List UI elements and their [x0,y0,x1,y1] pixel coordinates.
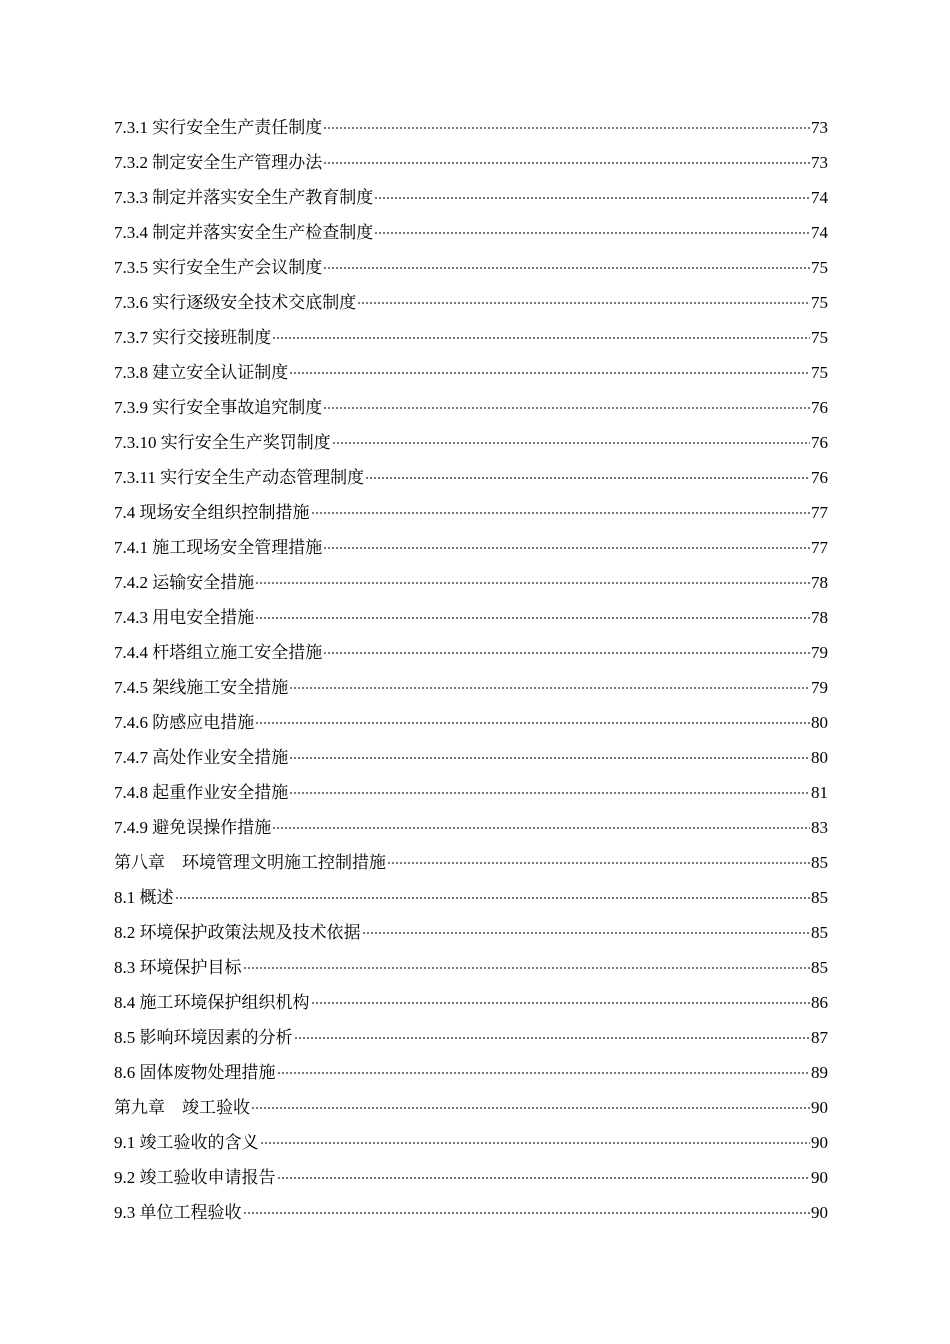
toc-entry[interactable] [114,810,828,845]
toc-entry-page-number: 85 [811,923,828,942]
toc-entry-title: 第九章 竣工验收 [114,1098,250,1117]
toc-dot-leader [272,337,810,339]
toc-entry[interactable] [114,180,828,215]
toc-dot-leader [255,582,810,584]
toc-entry[interactable] [114,320,828,355]
toc-entry-page-number: 77 [811,503,828,522]
toc-entry-title: 8.3 环境保护目标 [114,958,242,977]
toc-entry-page-number: 80 [811,748,828,767]
toc-dot-leader [357,302,810,304]
toc-entry-title: 7.4.6 防感应电措施 [114,713,255,732]
toc-entry-page-number: 81 [811,783,828,802]
toc-entry-title: 7.4.3 用电安全措施 [114,608,255,627]
toc-dot-leader [272,827,810,829]
toc-dot-leader [311,1002,811,1004]
toc-dot-leader [289,757,810,759]
toc-entry[interactable] [114,250,828,285]
toc-entry[interactable] [114,530,828,565]
toc-entry[interactable] [114,845,828,880]
toc-entry[interactable] [114,565,828,600]
toc-entry[interactable] [114,740,828,775]
toc-entry[interactable] [114,495,828,530]
toc-entry-title: 7.4.7 高处作业安全措施 [114,748,289,767]
toc-dot-leader [332,442,810,444]
toc-entry-title: 8.4 施工环境保护组织机构 [114,993,310,1012]
toc-dot-leader [289,792,810,794]
toc-dot-leader [362,932,811,934]
toc-entry-title: 第八章 环境管理文明施工控制措施 [114,853,386,872]
toc-entry[interactable] [114,1195,828,1230]
toc-dot-leader [374,232,810,234]
toc-entry[interactable] [114,705,828,740]
toc-dot-leader [289,687,810,689]
toc-entry-title: 7.3.10 实行安全生产奖罚制度 [114,433,331,452]
toc-entry[interactable] [114,600,828,635]
toc-entry-title: 7.3.6 实行逐级安全技术交底制度 [114,293,357,312]
toc-entry-page-number: 75 [811,293,828,312]
toc-entry-title: 8.5 影响环境因素的分析 [114,1028,293,1047]
toc-entry-page-number: 73 [811,153,828,172]
toc-entry-page-number: 86 [811,993,828,1012]
toc-entry-title: 7.3.5 实行安全生产会议制度 [114,258,323,277]
toc-entry[interactable] [114,285,828,320]
toc-entry-title: 8.1 概述 [114,888,174,907]
toc-entry-title: 7.4 现场安全组织控制措施 [114,503,310,522]
toc-entry[interactable] [114,1160,828,1195]
table-of-contents [114,110,828,1230]
toc-entry[interactable] [114,425,828,460]
toc-entry-title: 7.4.8 起重作业安全措施 [114,783,289,802]
toc-dot-leader [260,1142,811,1144]
toc-dot-leader [277,1177,811,1179]
toc-dot-leader [255,617,810,619]
toc-entry-title: 7.3.4 制定并落实安全生产检查制度 [114,223,374,242]
toc-dot-leader [251,1107,810,1109]
toc-entry-title: 7.3.9 实行安全事故追究制度 [114,398,323,417]
toc-dot-leader [365,477,810,479]
toc-dot-leader [255,722,810,724]
toc-dot-leader [294,1037,811,1039]
toc-entry-page-number: 76 [811,468,828,487]
toc-entry-title: 7.4.5 架线施工安全措施 [114,678,289,697]
toc-entry-title: 7.4.9 避免误操作措施 [114,818,272,837]
toc-entry-title: 7.4.2 运输安全措施 [114,573,255,592]
toc-entry-page-number: 89 [811,1063,828,1082]
toc-entry-page-number: 74 [811,223,828,242]
toc-entry[interactable] [114,775,828,810]
toc-entry-page-number: 73 [811,118,828,137]
toc-entry[interactable] [114,1020,828,1055]
toc-entry-title: 7.4.1 施工现场安全管理措施 [114,538,323,557]
toc-dot-leader [323,407,810,409]
toc-entry[interactable] [114,670,828,705]
toc-entry-page-number: 90 [811,1203,828,1222]
toc-entry-page-number: 87 [811,1028,828,1047]
toc-entry-page-number: 75 [811,328,828,347]
toc-entry[interactable] [114,1090,828,1125]
toc-entry[interactable] [114,950,828,985]
toc-entry-title: 7.3.1 实行安全生产责任制度 [114,118,323,137]
toc-entry-title: 7.4.4 杆塔组立施工安全措施 [114,643,323,662]
toc-entry-title: 7.3.3 制定并落实安全生产教育制度 [114,188,374,207]
toc-dot-leader [323,267,810,269]
toc-dot-leader [387,862,810,864]
toc-dot-leader [323,547,810,549]
toc-dot-leader [277,1072,811,1074]
toc-entry-page-number: 90 [811,1168,828,1187]
toc-entry[interactable] [114,915,828,950]
toc-entry-page-number: 78 [811,573,828,592]
toc-entry-page-number: 85 [811,958,828,977]
toc-entry-page-number: 90 [811,1133,828,1152]
toc-dot-leader [289,372,810,374]
toc-entry-page-number: 76 [811,433,828,452]
toc-entry[interactable] [114,880,828,915]
toc-entry[interactable] [114,355,828,390]
toc-entry-page-number: 78 [811,608,828,627]
toc-entry-page-number: 90 [811,1098,828,1117]
toc-entry[interactable] [114,145,828,180]
toc-entry[interactable] [114,215,828,250]
toc-entry-page-number: 79 [811,643,828,662]
toc-entry-title: 7.3.8 建立安全认证制度 [114,363,289,382]
toc-entry-page-number: 85 [811,853,828,872]
toc-entry-title: 8.2 环境保护政策法规及技术依据 [114,923,361,942]
toc-entry-page-number: 75 [811,258,828,277]
toc-dot-leader [175,897,811,899]
toc-entry-page-number: 80 [811,713,828,732]
toc-dot-leader [323,652,810,654]
toc-dot-leader [243,1212,811,1214]
toc-entry-title: 7.3.7 实行交接班制度 [114,328,272,347]
toc-entry-title: 9.1 竣工验收的含义 [114,1133,259,1152]
toc-dot-leader [311,512,811,514]
toc-entry-page-number: 79 [811,678,828,697]
toc-entry-page-number: 83 [811,818,828,837]
toc-entry-page-number: 77 [811,538,828,557]
toc-entry-title: 7.3.11 实行安全生产动态管理制度 [114,468,365,487]
toc-entry-title: 7.3.2 制定安全生产管理办法 [114,153,323,172]
toc-entry[interactable] [114,390,828,425]
toc-dot-leader [374,197,810,199]
toc-entry[interactable] [114,110,828,145]
toc-entry[interactable] [114,985,828,1020]
toc-entry-title: 8.6 固体废物处理措施 [114,1063,276,1082]
toc-entry-page-number: 74 [811,188,828,207]
toc-entry-page-number: 76 [811,398,828,417]
toc-entry[interactable] [114,1055,828,1090]
toc-dot-leader [323,162,810,164]
toc-entry[interactable] [114,1125,828,1160]
toc-dot-leader [243,967,811,969]
toc-dot-leader [323,127,810,129]
toc-entry-page-number: 85 [811,888,828,907]
toc-entry-title: 9.2 竣工验收申请报告 [114,1168,276,1187]
toc-entry-page-number: 75 [811,363,828,382]
toc-entry[interactable] [114,460,828,495]
toc-entry-title: 9.3 单位工程验收 [114,1203,242,1222]
toc-entry[interactable] [114,635,828,670]
